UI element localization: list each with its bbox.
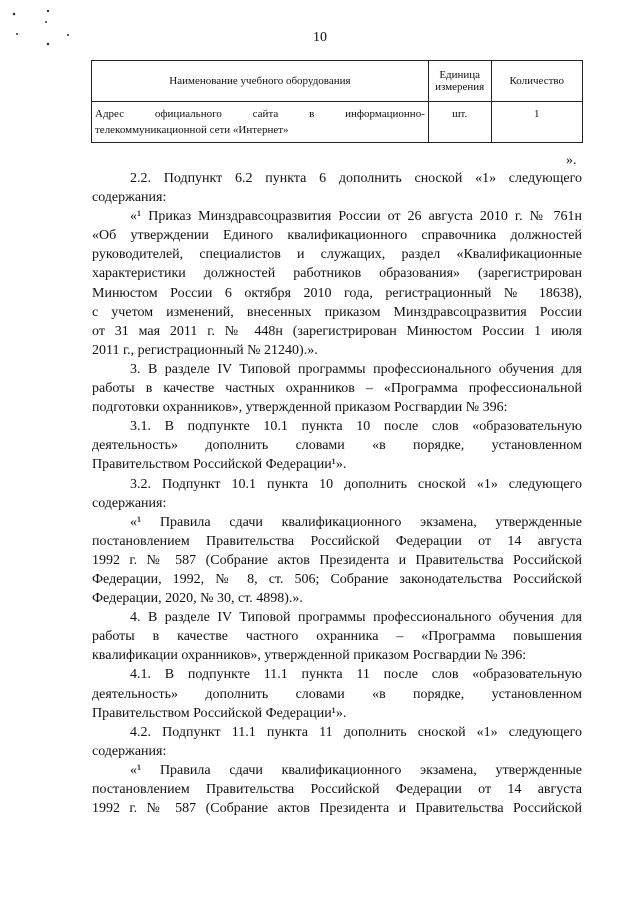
text-line: «¹ Правила сдачи квалификационного экзамена, утвержденные: [130, 514, 582, 530]
table-cell-name-line2: телекоммуникационной сети «Интернет»: [95, 124, 289, 136]
text-line: 3. В разделе IV Типовой программы профессионального обучения для: [130, 361, 582, 377]
text-line: 1992 г. № 587 (Собрание актов Президента и Правительства Российской: [92, 552, 582, 568]
text-line: 4. В разделе IV Типовой программы профессионального обучения для: [130, 610, 582, 626]
table-cell-qty: 1: [491, 102, 582, 143]
text-line: 4.2. Подпункт 11.1 пункта 11 дополнить сноской «1» следующего: [130, 724, 582, 740]
text-line: квалификации охранников», утвержденной приказом Росгвардии № 396:: [92, 648, 527, 664]
text-line: Правительством Российской Федерации¹».: [92, 705, 347, 721]
text-line: работы в качестве частного охранника – «Программа повышения: [92, 629, 582, 645]
text-line: «Об утверждении Единого квалификационного справочника должностей: [92, 228, 582, 244]
text-line: от 31 мая 2011 г. № 448н (зарегистрирован Минюстом России 1 июля: [92, 323, 582, 339]
text-line: «¹ Правила сдачи квалификационного экзамена, утвержденные: [130, 762, 582, 778]
text-line: 4.1. В подпункте 11.1 пункта 11 после слов «образовательную: [130, 667, 582, 683]
text-line: Федерации, 1992, № 8, ст. 506; Собрание законодательства Российской: [92, 571, 582, 587]
text-line: характеристики должностей работников образования» (зарегистрирован: [92, 266, 582, 282]
text-line: постановлением Правительства Российской Федерации от 14 августа: [92, 782, 582, 797]
text-line: деятельность» дополнить словами «в порядке, установленном: [92, 686, 582, 702]
text-line: содержания:: [92, 190, 167, 206]
text-line: с учетом изменений, внесенных приказом Минздравсоцразвития России: [92, 304, 582, 320]
table-cell-name: [92, 102, 429, 143]
table-cell-unit: шт.: [428, 102, 491, 143]
table-header-qty: Количество: [491, 61, 582, 102]
text-line: 1992 г. № 587 (Собрание актов Президента и Правительства Российской: [92, 801, 582, 817]
text-line: руководителей, специалистов и служащих, раздел «Квалификационные: [92, 247, 582, 263]
page-number: 10: [313, 30, 327, 45]
equipment-table: [91, 60, 583, 143]
document-body: [92, 169, 582, 818]
text-line: постановлением Правительства Российской Федерации от 14 августа: [92, 533, 582, 549]
text-line: 2011 г., регистрационный № 21240).».: [92, 342, 318, 358]
text-line: подготовки охранников», утвержденной приказом Росгвардии № 396:: [92, 400, 508, 416]
text-line: работы в качестве частных охранников – «Программа профессиональной: [92, 381, 582, 397]
text-line: Минюстом России 6 октября 2010 года, регистрационный № 18638),: [92, 285, 582, 301]
table-header-name: Наименование учебного оборудования: [92, 61, 429, 102]
text-line: содержания:: [92, 495, 167, 511]
text-line: 3.2. Подпункт 10.1 пункта 10 дополнить сноской «1» следующего: [130, 476, 582, 492]
table-cell-name-line1: Адрес официального сайта в информационно-: [95, 108, 425, 120]
text-line: содержания:: [92, 743, 167, 759]
table-row: [92, 102, 583, 143]
table-header-unit: Единица измерения: [428, 61, 491, 102]
text-line: 2.2. Подпункт 6.2 пункта 6 дополнить сноской «1» следующего: [130, 171, 582, 186]
text-line: Правительством Российской Федерации¹».: [92, 457, 347, 473]
table-header-row: [92, 61, 583, 102]
text-line: Федерации, 2020, № 30, ст. 4898).».: [92, 591, 303, 607]
text-line: деятельность» дополнить словами «в порядке, установленном: [92, 438, 582, 454]
table-closing-quote: ».: [566, 153, 577, 168]
text-line: 3.1. В подпункте 10.1 пункта 10 после слов «образовательную: [130, 419, 582, 435]
text-line: «¹ Приказ Минздравсоцразвития России от 26 августа 2010 г. № 761н: [130, 209, 582, 225]
